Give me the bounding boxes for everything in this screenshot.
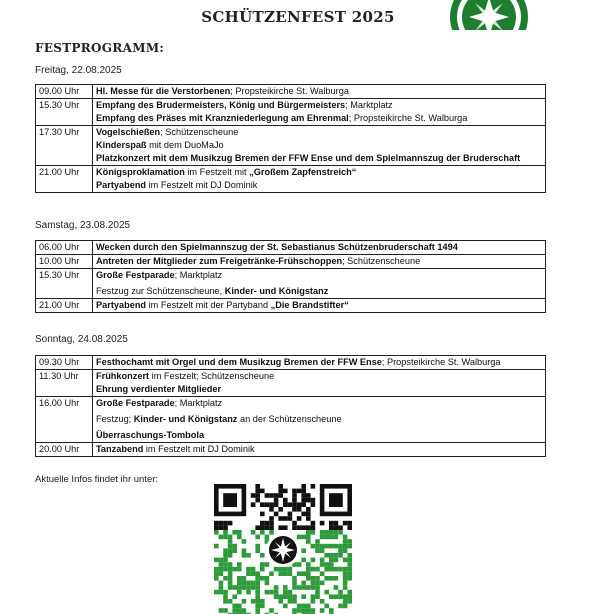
schedule-row [36, 356, 546, 370]
schedule-table-saturday [35, 240, 546, 313]
row-description [93, 443, 546, 457]
row-description [93, 397, 546, 443]
plain-text: ; Propsteikirche St. Walburga [381, 357, 501, 367]
row-description [93, 299, 546, 313]
schedule-table-sunday [35, 355, 546, 457]
row-description [93, 85, 546, 99]
schedule-row [36, 99, 546, 126]
bold-text: Antreten der Mitglieder zum Freigetränke-Frühschoppen [96, 256, 343, 266]
description-line [96, 269, 542, 282]
program-heading: FESTPROGRAMM: [35, 41, 165, 55]
description-line [96, 112, 542, 125]
row-description [93, 356, 546, 370]
plain-text: ; Schützenscheune [160, 127, 239, 137]
schedule-row [36, 269, 546, 299]
row-description [93, 99, 546, 126]
plain-text: Festzug zur Schützenscheune, [96, 286, 225, 296]
qr-code-icon[interactable] [214, 484, 352, 614]
schedule-table-friday [35, 84, 546, 193]
plain-text: im Festzelt mit DJ Dominik [146, 180, 258, 190]
row-time: 09.00 Uhr [36, 85, 93, 99]
plain-text: ; Schützenscheune [342, 256, 421, 266]
schedule-row [36, 166, 546, 193]
row-time: 09.30 Uhr [36, 356, 93, 370]
row-description [93, 370, 546, 397]
plain-text: im Festzelt mit DJ Dominik [143, 444, 255, 454]
bold-text: Tanzabend [96, 444, 144, 454]
description-line [96, 241, 542, 254]
plain-text: an der Schützenscheune [237, 414, 342, 424]
schedule-row [36, 397, 546, 443]
row-time: 20.00 Uhr [36, 443, 93, 457]
schedule-row [36, 299, 546, 313]
bold-text: Kinderspaß [96, 140, 147, 150]
description-line [96, 410, 542, 426]
day-label-saturday: Samstag, 23.08.2025 [35, 220, 131, 231]
row-time: 15.30 Uhr [36, 269, 93, 299]
bold-text: Überraschungs-Tombola [96, 430, 205, 440]
schedule-row [36, 255, 546, 269]
bold-text: Partyabend [96, 180, 147, 190]
row-time: 15.30 Uhr [36, 99, 93, 126]
page-title: SCHÜTZENFEST 2025 [201, 8, 395, 26]
bold-text: Große Festparade [96, 398, 175, 408]
bold-text: Frühkonzert [96, 371, 150, 381]
bold-text: Empfang des Präses mit Kranzniederlegung am Ehrenmal [96, 113, 349, 123]
row-time: 21.00 Uhr [36, 166, 93, 193]
schedule-row [36, 370, 546, 397]
bold-text: Hl. Messe für die Verstorbenen [96, 86, 231, 96]
description-line [96, 383, 542, 396]
description-line [96, 370, 542, 383]
description-line [96, 85, 542, 98]
plain-text: im Festzelt mit der Partyband [146, 300, 271, 310]
bold-text: „Die Brandstifter“ [270, 300, 349, 310]
row-time: 21.00 Uhr [36, 299, 93, 313]
plain-text: ; Propsteikirche St. Walburga [348, 113, 468, 123]
row-time: 06.00 Uhr [36, 241, 93, 255]
row-time: 10.00 Uhr [36, 255, 93, 269]
description-line [96, 99, 542, 112]
plain-text: im Festzelt; Schützenscheune [149, 371, 275, 381]
row-description [93, 255, 546, 269]
schedule-row [36, 126, 546, 166]
description-line [96, 443, 542, 456]
bold-text: Kinder- und Königstanz [224, 286, 329, 296]
day-label-friday: Freitag, 22.08.2025 [35, 65, 122, 76]
bold-text: „Großem Zapfenstreich“ [249, 167, 357, 177]
row-description [93, 166, 546, 193]
description-line [96, 179, 542, 192]
schedule-row [36, 85, 546, 99]
plain-text: mit dem DuoMaJo [146, 140, 224, 150]
description-line [96, 397, 542, 410]
description-line [96, 426, 542, 442]
day-label-sunday: Sonntag, 24.08.2025 [35, 334, 128, 345]
row-time: 11.30 Uhr [36, 370, 93, 397]
bold-text: Partyabend [96, 300, 147, 310]
row-description [93, 126, 546, 166]
bold-text: Empfang des Brudermeisters, König und Bürgermeisters [96, 100, 346, 110]
bold-text: Vogelschießen [96, 127, 161, 137]
bold-text: Große Festparade [96, 270, 175, 280]
bold-text: Platzkonzert mit dem Musikzug Bremen der FFW Ense und dem Spielmannszug der Bruderschaft [96, 153, 521, 163]
plain-text: Festzug; [96, 414, 134, 424]
row-description [93, 269, 546, 299]
description-line [96, 299, 542, 312]
bold-text: Königsproklamation [96, 167, 185, 177]
schedule-row [36, 241, 546, 255]
description-line [96, 126, 542, 139]
description-line [96, 356, 542, 369]
bold-text: Kinder- und Königstanz [133, 414, 238, 424]
row-time: 17.30 Uhr [36, 126, 93, 166]
plain-text: ; Marktplatz [174, 398, 223, 408]
bold-text: Ehrung verdienter Mitglieder [96, 384, 222, 394]
plain-text: im Festzelt mit [184, 167, 250, 177]
plain-text: ; Marktplatz [174, 270, 223, 280]
description-line [96, 282, 542, 298]
bold-text: Festhochamt mit Orgel und dem Musikzug Bremen der FFW Ense [96, 357, 382, 367]
description-line [96, 152, 542, 165]
plain-text: ; Propsteikirche St. Walburga [230, 86, 349, 96]
row-time: 16.00 Uhr [36, 397, 93, 443]
description-line [96, 166, 542, 179]
bold-text: Wecken durch den Spielmannszug der St. Sebastianus Schützenbruderschaft 1494 [96, 242, 458, 252]
description-line [96, 139, 542, 152]
schedule-row [36, 443, 546, 457]
row-description [93, 241, 546, 255]
plain-text: ; Marktplatz [345, 100, 393, 110]
description-line [96, 255, 542, 268]
info-text: Aktuelle Infos findet ihr unter: [35, 474, 159, 485]
